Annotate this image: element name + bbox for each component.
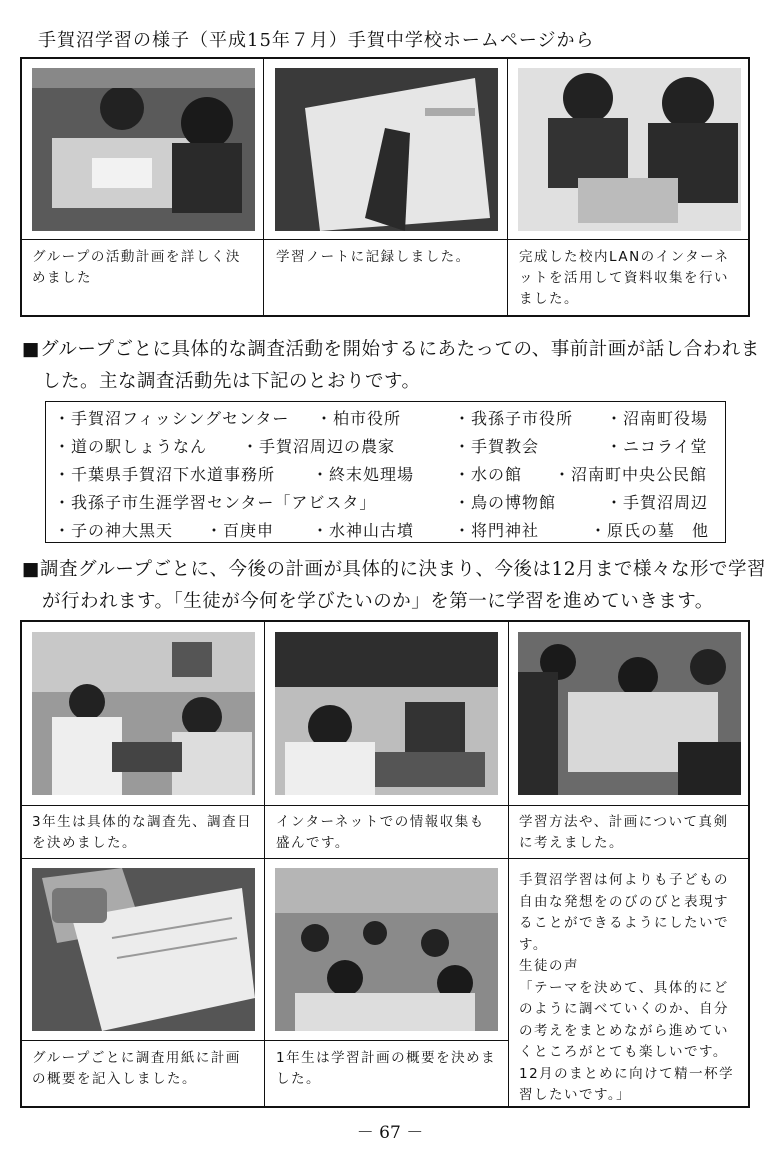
site-item: ・原氏の墓 他 [590,521,710,540]
paragraph-2-line1: ■調査グループごとに、今後の計画が具体的に決まり、今後は12月まで様々な形で学習 [22,559,767,580]
photo-notebook [275,68,498,231]
site-item: ・沼南町中央公民館 [554,465,708,484]
paragraph-2-line2: が行われます。「生徒が今何を学びたいのか」を第一に学習を進めていきます。 [42,591,714,612]
site-item: ・終末処理場 [312,465,415,484]
caption-mid-1: 3年生は具体的な調査先、調査日を決めました。 [32,814,253,851]
voice-quote: 「テーマを決めて、具体的にどのように調べていくのか、自分の考えをまとめながら進めていくところがとても楽しいです。12月のまとめに向けて精一杯学習したいです。」 [519,979,735,1103]
paragraph-1-line1: ■グループごとに具体的な調査活動を開始するにあたっての、事前計画が話し合われま [22,339,760,360]
bottom-photo-grid [20,620,750,1108]
site-item: ・水神山古墳 [312,521,415,540]
site-item: ・千葉県手賀沼下水道事務所 [54,465,276,484]
site-item: ・手賀沼周辺 [606,493,709,512]
site-item: ・我孫子市生涯学習センター「アビスタ」 [54,493,377,512]
photo-internet-research [275,632,498,795]
site-item: ・沼南町役場 [606,409,709,428]
caption-top-1: グループの活動計画を詳しく決めました [32,249,241,286]
page-title: 手賀沼学習の様子（平成15年７月）手賀中学校ホームページから [38,30,595,51]
site-item: ・手賀沼周辺の農家 [242,437,396,456]
photo-survey-sheet [32,868,255,1031]
sites-box [45,401,726,543]
site-item: ・水の館 [454,465,523,484]
caption-top-2: 学習ノートに記録しました。 [276,249,471,265]
page-number: － 67 － [356,1123,424,1143]
site-item: ・我孫子市役所 [454,409,574,428]
site-item: ・ニコライ堂 [606,437,708,456]
teacher-comment [519,870,741,1107]
site-item: ・道の駅しょうなん [54,437,208,456]
site-item: ・百庚申 [206,521,275,540]
site-item: ・将門神社 [454,521,540,540]
voice-heading: 生徒の声 [519,958,579,974]
site-item: ・手賀教会 [454,437,540,456]
caption-top-3: 完成した校内LANのインターネットを活用して資料収集を行いました。 [519,249,730,307]
top-photo-grid [20,57,750,317]
caption-mid-2: インターネットでの情報収集も盛んです。 [276,814,485,851]
voice-intro: 手賀沼学習は何よりも子どもの自由な発想をのびのびと表現することができるようにしたいです。 [519,872,729,953]
photo-first-grade [275,868,498,1031]
photo-study-method [518,632,741,795]
photo-internet-lan [518,68,741,231]
caption-mid-3: 学習方法や、計画について真剣に考えました。 [519,814,729,851]
site-item: ・鳥の博物館 [454,493,557,512]
site-item: ・柏市役所 [316,409,402,428]
site-item: ・手賀沼フィッシングセンター [54,409,290,428]
paragraph-1-line2: した。主な調査活動先は下記のとおりです。 [42,371,421,392]
caption-bottom-2: 1年生は学習計画の概要を決めました。 [276,1050,497,1087]
photo-third-grade [32,632,255,795]
site-item: ・子の神大黒天 [54,521,174,540]
caption-bottom-1: グループごとに調査用紙に計画の概要を記入しました。 [32,1050,241,1087]
photo-group-planning [32,68,255,231]
